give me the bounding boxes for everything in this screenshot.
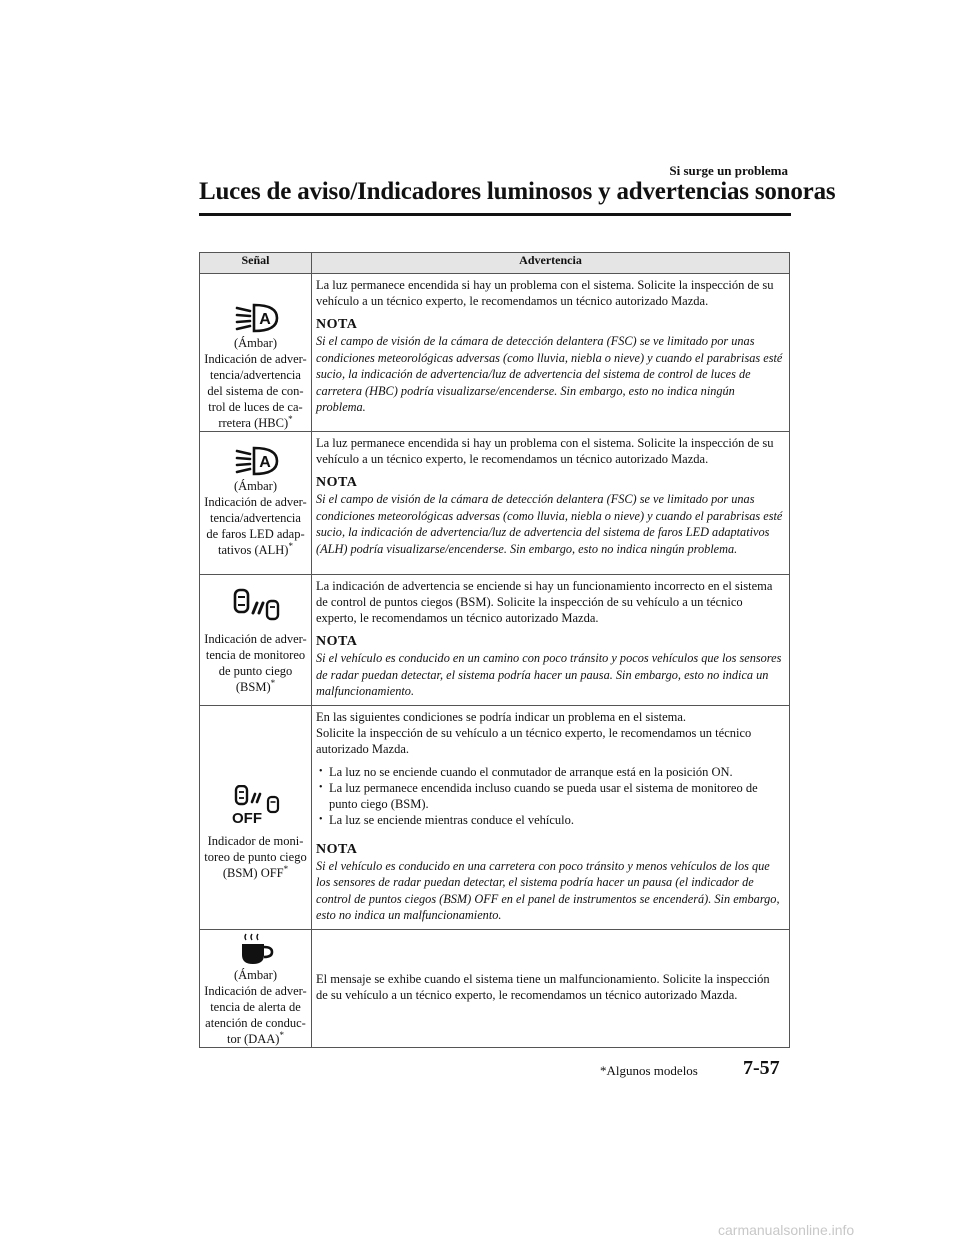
table-header-row <box>200 253 790 274</box>
footnote-mark: * <box>288 413 293 424</box>
signal-line: Indicación de adver- <box>204 495 307 509</box>
warning-table <box>199 252 790 1048</box>
signal-line: toreo de punto ciego <box>204 850 307 864</box>
svg-text:A: A <box>258 454 271 471</box>
signal-line: tencia de alerta de <box>210 999 301 1014</box>
footnote-mark: * <box>283 863 289 874</box>
signal-line: atención de conduc- <box>205 1015 306 1030</box>
high-beam-auto-A-icon <box>231 301 281 335</box>
warning-cell <box>312 274 790 432</box>
column-header-signal: Señal <box>200 253 312 274</box>
warning-text-line: En las siguientes condiciones se podría indicar un problema en el sistema. <box>316 709 687 724</box>
page-title: Luces de aviso/Indicadores luminosos y advertencias sonoras <box>199 178 836 205</box>
warning-cell <box>312 929 790 1047</box>
signal-line: de faros LED adap- <box>206 527 305 541</box>
color-label: (Ámbar) <box>233 336 278 350</box>
signal-line: de punto ciego <box>218 664 293 678</box>
signal-line-end: rretera (HBC) <box>218 416 289 430</box>
signal-line: Indicación de adver- <box>204 632 307 646</box>
signal-cell <box>200 929 312 1047</box>
signal-line <box>202 865 309 881</box>
spacer <box>202 825 309 833</box>
warning-text: La luz permanece encendida si hay un problema con el sistema. Solicite la inspección de su vehículo a un técnico experto, le recomendamos un técnico autorizado Mazda. <box>316 436 774 466</box>
column-header-warning: Advertencia <box>312 253 790 274</box>
page-number: 7-57 <box>743 1057 780 1079</box>
list-item: • La luz permanece encendida incluso cuando se pueda usar el sistema de monitoreo de punto ciego (BSM). <box>316 780 784 812</box>
signal-line-end: (BSM) <box>235 680 271 694</box>
signal-line: del sistema de con- <box>207 384 304 398</box>
signal-line <box>202 542 309 558</box>
note-text: Si el vehículo es conducido en un camino con poco tránsito y pocos vehículos que los sensores de radar puedan detectar, el sistema podría hacer un pausa. Sin embargo, esto no indica un malfuncionamiento. <box>316 651 782 698</box>
off-icon-text: OFF <box>231 810 262 825</box>
table-row <box>200 705 790 929</box>
table-row <box>200 929 790 1047</box>
blind-spot-monitor-off-icon <box>230 785 282 825</box>
warning-text: El mensaje se exhibe cuando el sistema tiene un malfuncionamiento. Solicite la inspección de su vehículo a un técnico experto, le recomendamos un técnico autorizado Mazda. <box>316 972 770 1002</box>
list-item: • La luz se enciende mientras conduce el vehículo. <box>316 812 784 828</box>
coffee-cup-icon <box>234 933 278 967</box>
blind-spot-monitor-icon <box>230 587 282 621</box>
note-title: NOTA <box>316 634 358 649</box>
section-label: Si surge un problema <box>669 163 788 178</box>
list-item: • La luz no se enciende cuando el conmutador de arranque está en la posición ON. <box>316 764 784 780</box>
signal-line <box>202 679 309 695</box>
signal-line: Indicación de adver- <box>204 983 307 998</box>
note-text: Si el campo de visión de la cámara de detección delantera (FSC) se ve limitado por unas condiciones meteorológicas adversas (como lluvia, niebla o nieve) y cuando el parabrisas esté sucio, la indicación de advertencia/luz de advertencia del sistema de faros LED adaptativos (ALH) podría visualizarse/encenderse. Sin embargo, esto no indica ningún problema. <box>316 492 783 556</box>
footnote-mark: * <box>270 677 276 688</box>
warning-cell <box>312 705 790 929</box>
note-title: NOTA <box>316 841 358 857</box>
signal-cell <box>200 274 312 432</box>
warning-text: La indicación de advertencia se enciende si hay un funcionamiento incorrecto en el sistema de control de puntos ciegos (BSM). Solicite la inspección de su vehículo a un técnico experto, le recomendamos un técnico autorizado Mazda. <box>316 579 773 625</box>
warning-cell <box>312 432 790 575</box>
footnote: *Algunos modelos <box>600 1063 698 1078</box>
warning-text: La luz permanece encendida si hay un problema con el sistema. Solicite la inspección de su vehículo a un técnico experto, le recomendamos un técnico autorizado Mazda. <box>316 278 774 308</box>
adaptive-led-headlights-A-icon <box>231 444 281 478</box>
watermark: carmanualsonline.info <box>718 1222 855 1238</box>
signal-line: tencia/advertencia <box>210 368 301 382</box>
signal-line <box>202 1031 309 1047</box>
color-label: (Ámbar) <box>233 479 278 493</box>
signal-line-end: tativos (ALH) <box>218 543 289 557</box>
signal-line <box>202 415 309 431</box>
signal-line: tencia/advertencia <box>210 511 301 525</box>
note-title: NOTA <box>316 475 358 490</box>
signal-cell <box>200 575 312 706</box>
signal-line: Indicación de adver- <box>204 352 307 366</box>
condition-list <box>316 764 784 828</box>
footnote-mark: * <box>279 1029 284 1040</box>
signal-cell <box>200 705 312 929</box>
note-title: NOTA <box>316 317 358 332</box>
spacer <box>202 621 309 631</box>
signal-line: Indicador de moni- <box>207 834 304 848</box>
title-rule <box>199 213 791 216</box>
table-row <box>200 274 790 432</box>
warning-text-line: Solicite la inspección de su vehículo a un técnico experto, le recomendamos un técnico autorizado Mazda. <box>316 725 752 756</box>
signal-cell <box>200 432 312 575</box>
note-text: Si el vehículo es conducido en una carretera con poco tránsito y menos vehículos de los que los sensores de radar puedan detectar, el sistema podría hacer un pausa (el indicador de control de puntos ciegos (BSM) OFF en el panel de instrumentos se encenderá). Sin embargo, esto no indica un malfuncionamiento. <box>316 858 780 922</box>
table-row <box>200 432 790 575</box>
svg-text:A: A <box>258 311 271 328</box>
warning-cell <box>312 575 790 706</box>
signal-line: trol de luces de ca- <box>208 400 303 414</box>
signal-line-end: (BSM) OFF <box>222 866 284 880</box>
signal-line: tencia de monitoreo <box>205 648 306 662</box>
table-row <box>200 575 790 706</box>
note-text: Si el campo de visión de la cámara de detección delantera (FSC) se ve limitado por unas condiciones meteorológicas adversas (como lluvia, niebla o nieve) y cuando el parabrisas esté sucio, la indicación de advertencia/luz de advertencia del sistema de control de luces de carretera (HBC) podría visualizarse/encenderse. Sin embargo, esto no indica ningún problema. <box>316 334 783 414</box>
footnote-mark: * <box>288 540 293 551</box>
signal-line-end: tor (DAA) <box>227 1031 280 1046</box>
color-label: (Ámbar) <box>233 967 278 982</box>
